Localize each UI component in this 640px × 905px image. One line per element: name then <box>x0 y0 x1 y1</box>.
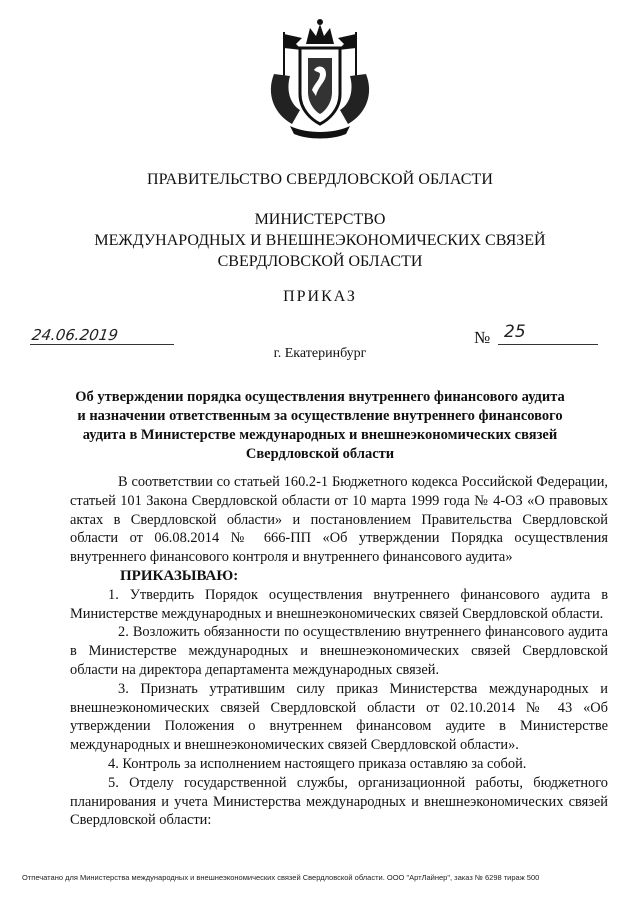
number-underline <box>498 344 598 345</box>
item-5: 5. Отделу государственной службы, организационной работы, бюджетного планирования и учета Министерства международных и внешнеэкономических связей Свердловской области: <box>70 774 608 829</box>
title-line-1: Об утверждении порядка осуществления внутреннего финансового аудита <box>75 389 565 405</box>
coat-of-arms-icon <box>256 14 384 142</box>
item-2: 2. Возложить обязанности по осуществлению внутреннего финансового аудита в Министерстве международных и внешнеэкономических связей Свердловской области на директора департамента международных связей. <box>70 624 608 678</box>
government-heading: ПРАВИТЕЛЬСТВО СВЕРДЛОВСКОЙ ОБЛАСТИ <box>146 171 494 188</box>
ministry-line-1: МИНИСТЕРСТВО <box>254 211 386 228</box>
date-underline <box>30 344 174 345</box>
item-1: 1. Утвердить Порядок осуществления внутреннего финансового аудита в Министерстве международных и внешнеэкономических связей Свердловской области. <box>70 586 608 622</box>
title-line-4: Свердловской области <box>245 446 395 462</box>
order-title <box>60 388 580 464</box>
title-line-3: аудита в Министерстве международных и внешнеэкономических связей <box>82 427 558 443</box>
ministry-heading <box>60 209 580 272</box>
item-4: 4. Контроль за исполнением настоящего приказа оставляю за собой. <box>108 755 527 772</box>
item-3: 3. Признать утратившим силу приказ Министерства международных и внешнеэкономических связей Свердловской области от 02.10.2014 № 43 «Об утверждении Положения о внутреннем финансовом аудите в Министерстве международных и внешнеэкономических связей Свердловской области». <box>70 680 608 754</box>
order-date: 24.06.2019 <box>30 326 120 344</box>
ministry-line-2: МЕЖДУНАРОДНЫХ И ВНЕШНЕЭКОНОМИЧЕСКИХ СВЯЗЕЙ <box>94 232 546 249</box>
ministry-line-3: СВЕРДЛОВСКОЙ ОБЛАСТИ <box>217 253 423 270</box>
title-line-2: и назначении ответственным за осуществление внутреннего финансового <box>77 408 563 424</box>
order-number: 25 <box>504 322 526 342</box>
order-body <box>70 473 608 830</box>
preamble: В соответствии со статьей 160.2-1 Бюджетного кодекса Российской Федерации, статьей 101 Закона Свердловской области от 10 марта 1999 года № 4-ОЗ «О правовых актах в Свердловской области» и постановлением Правительства Свердловской области от 06.08.2014 № 666-ПП «Об утверждении Порядка осуществления внутреннего финансового контроля и внутреннего финансового аудита» <box>70 474 608 566</box>
city: г. Екатеринбург <box>273 346 367 361</box>
order-word: ПРИКАЗЫВАЮ: <box>120 567 239 584</box>
number-label: № <box>474 328 491 347</box>
document-type: ПРИКАЗ <box>283 288 357 305</box>
print-imprint: Отпечатано для Министерства международных и внешнеэкономических связей Свердловской области. ООО "АртЛайнер", заказ № 6298 тираж 500 <box>22 873 540 882</box>
